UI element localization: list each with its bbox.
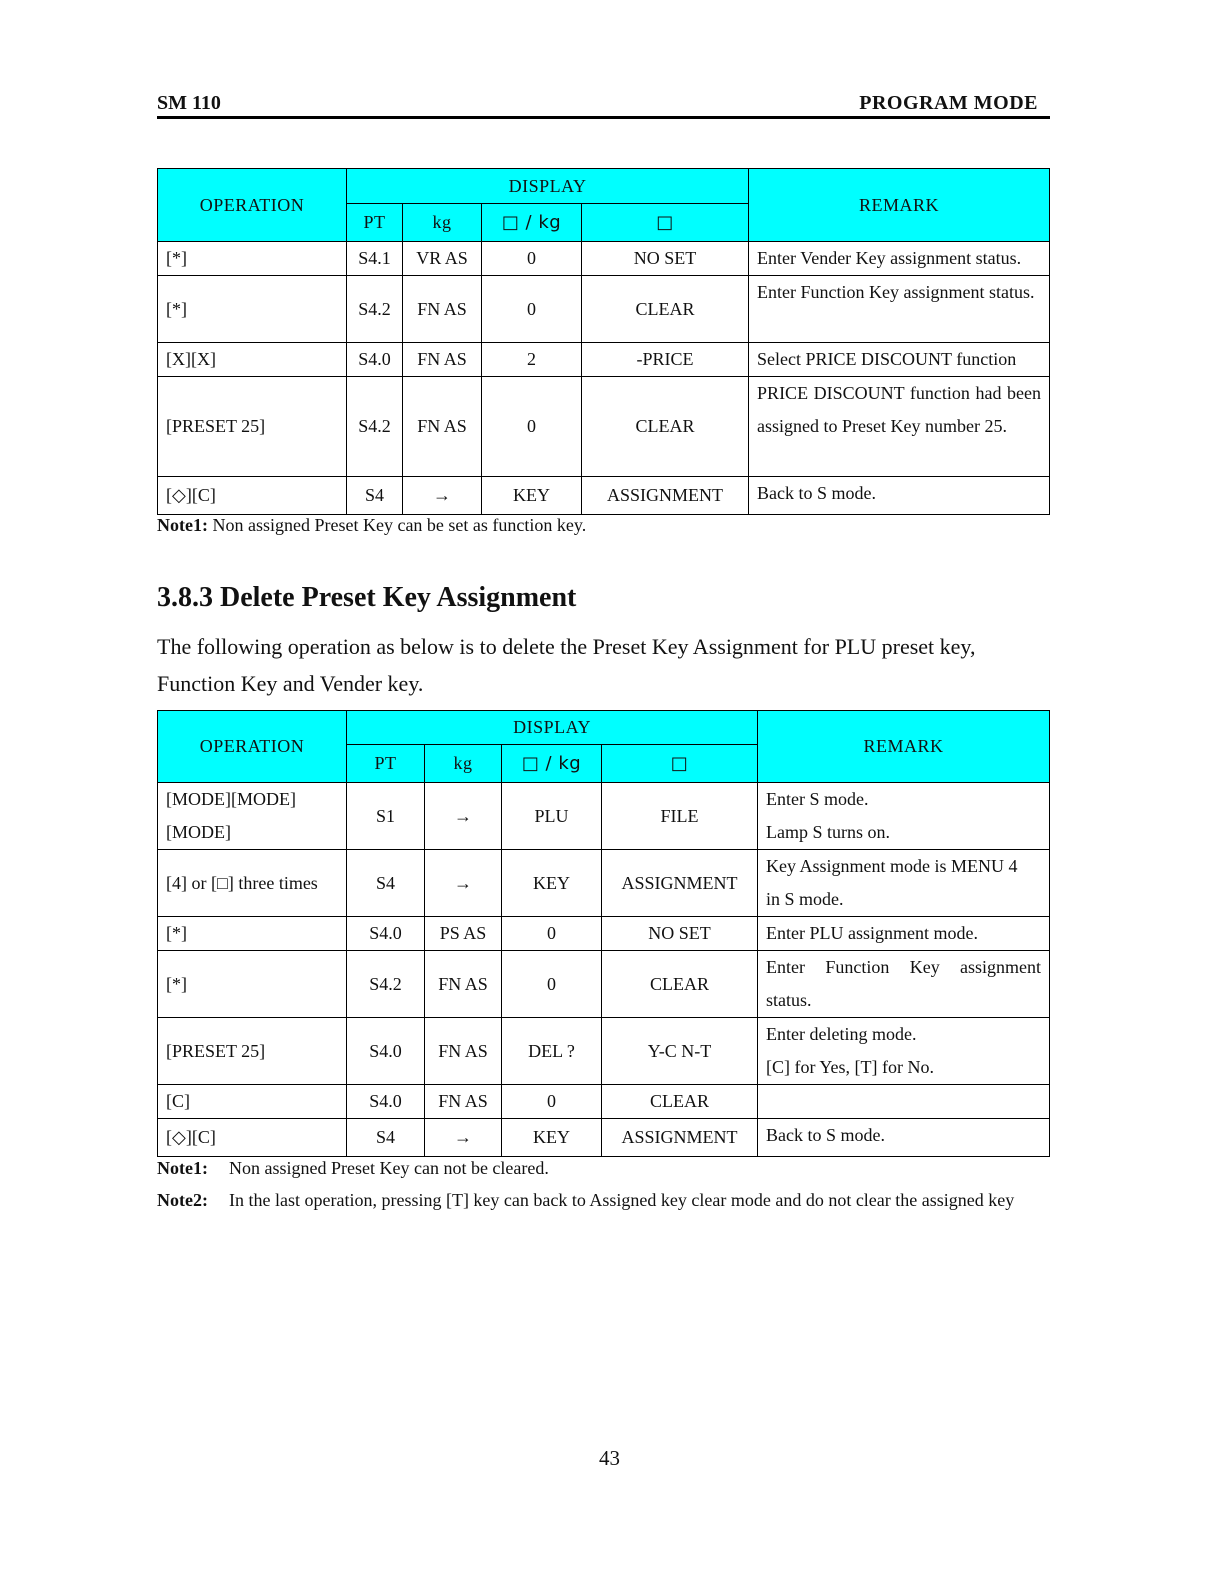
header-kg: kg xyxy=(403,204,482,242)
table-row xyxy=(158,1085,1050,1119)
cell-kg: → xyxy=(425,783,502,850)
section-paragraph: The following operation as below is to delete the Preset Key Assignment for PLU preset key, Function Key and Vender key. xyxy=(157,634,976,696)
cell-kg: FN AS xyxy=(425,1085,502,1119)
cell-operation: [4] or [□] three times xyxy=(158,850,347,917)
header-per-kg: □ / kg xyxy=(502,745,602,783)
note-label: Note2: xyxy=(157,1190,208,1210)
cell-remark xyxy=(758,951,1050,1018)
assignment-table xyxy=(157,168,1050,515)
cell-kg: FN AS xyxy=(403,276,482,343)
cell-pt: S4.0 xyxy=(347,343,403,377)
table-row xyxy=(158,850,1050,917)
header-display: DISPLAY xyxy=(347,711,758,745)
cell-kg: FN AS xyxy=(425,951,502,1018)
cell-per-kg: PLU xyxy=(502,783,602,850)
cell-operation: [MODE][MODE] [MODE] xyxy=(158,783,347,850)
cell-pt: S4.2 xyxy=(347,951,425,1018)
table2-note-1 xyxy=(157,1158,549,1179)
remark-line: Enter PLU assignment mode. xyxy=(766,923,979,943)
header-operation: OPERATION xyxy=(158,711,347,783)
cell-remark: PRICE DISCOUNT function had been assigned to Preset Key number 25. xyxy=(749,377,1050,477)
cell-operation: [*] xyxy=(158,917,347,951)
remark-line: Key Assignment mode is MENU 4 xyxy=(766,856,1018,876)
cell-pt: S4.0 xyxy=(347,1085,425,1119)
cell-price: CLEAR xyxy=(582,377,749,477)
remark-line: Lamp S turns on. xyxy=(766,822,891,842)
cell-pt: S4 xyxy=(347,1119,425,1157)
table-header-row xyxy=(158,169,1050,204)
remark-line: [C] for Yes, [T] for No. xyxy=(766,1057,935,1077)
cell-price: ASSIGNMENT xyxy=(582,477,749,515)
cell-pt: S4 xyxy=(347,477,403,515)
cell-kg: → xyxy=(425,1119,502,1157)
cell-per-kg: KEY xyxy=(502,850,602,917)
remark-line: in S mode. xyxy=(766,889,844,909)
table-row xyxy=(158,951,1050,1018)
page-header xyxy=(157,90,1050,119)
cell-kg: FN AS xyxy=(403,343,482,377)
header-price: □ xyxy=(602,745,758,783)
table1-note xyxy=(157,515,586,536)
header-pt: PT xyxy=(347,204,403,242)
section-title: PROGRAM MODE xyxy=(859,92,1038,114)
cell-operation: [◇][C] xyxy=(158,1119,347,1157)
header-price: □ xyxy=(582,204,749,242)
cell-price: CLEAR xyxy=(582,276,749,343)
cell-operation: [PRESET 25] xyxy=(158,377,347,477)
cell-remark xyxy=(758,1018,1050,1085)
remark-line: Enter S mode. xyxy=(766,789,869,809)
cell-operation: [*] xyxy=(158,242,347,276)
cell-per-kg: 0 xyxy=(482,242,582,276)
note-text: In the last operation, pressing [T] key can back to Assigned key clear mode and do not clear the assigned key xyxy=(229,1190,1015,1210)
cell-price: NO SET xyxy=(582,242,749,276)
cell-per-kg: 2 xyxy=(482,343,582,377)
table-row xyxy=(158,242,1050,276)
cell-remark xyxy=(758,783,1050,850)
table-row xyxy=(158,917,1050,951)
cell-per-kg: KEY xyxy=(482,477,582,515)
cell-operation: [*] xyxy=(158,951,347,1018)
cell-remark xyxy=(758,850,1050,917)
cell-pt: S4.0 xyxy=(347,917,425,951)
note-label: Note1: xyxy=(157,1158,208,1178)
cell-kg: VR AS xyxy=(403,242,482,276)
cell-price: CLEAR xyxy=(602,951,758,1018)
table-row xyxy=(158,377,1050,477)
table-row xyxy=(158,1119,1050,1157)
cell-per-kg: 0 xyxy=(482,276,582,343)
section-heading: 3.8.3 Delete Preset Key Assignment xyxy=(157,582,577,613)
page-number: 43 xyxy=(599,1446,620,1470)
cell-pt: S4.2 xyxy=(347,377,403,477)
header-display: DISPLAY xyxy=(347,169,749,204)
table-row xyxy=(158,783,1050,850)
cell-price: -PRICE xyxy=(582,343,749,377)
table-row xyxy=(158,276,1050,343)
note-text: Non assigned Preset Key can not be cleared. xyxy=(229,1158,549,1178)
note-text: Non assigned Preset Key can be set as function key. xyxy=(207,515,587,535)
note-label: Note1: xyxy=(157,515,208,535)
remark-line: Enter deleting mode. xyxy=(766,1024,917,1044)
table-row xyxy=(158,1018,1050,1085)
header-operation: OPERATION xyxy=(158,169,347,242)
cell-per-kg: 0 xyxy=(502,951,602,1018)
cell-per-kg: 0 xyxy=(502,1085,602,1119)
header-remark: REMARK xyxy=(758,711,1050,783)
header-per-kg: □ / kg xyxy=(482,204,582,242)
cell-remark: Enter Vender Key assignment status. xyxy=(749,242,1050,276)
table-header-row xyxy=(158,711,1050,745)
table-row xyxy=(158,477,1050,515)
remark-line: status. xyxy=(766,990,812,1010)
header-pt: PT xyxy=(347,745,425,783)
cell-price: ASSIGNMENT xyxy=(602,1119,758,1157)
cell-price: Y-C N-T xyxy=(602,1018,758,1085)
delete-assignment-table xyxy=(157,710,1050,1157)
cell-operation: [X][X] xyxy=(158,343,347,377)
cell-operation: [*] xyxy=(158,276,347,343)
cell-price: CLEAR xyxy=(602,1085,758,1119)
cell-price: FILE xyxy=(602,783,758,850)
cell-pt: S4.1 xyxy=(347,242,403,276)
cell-kg: FN AS xyxy=(403,377,482,477)
cell-remark xyxy=(758,1085,1050,1119)
cell-operation: [PRESET 25] xyxy=(158,1018,347,1085)
cell-remark xyxy=(758,917,1050,951)
cell-per-kg: DEL ? xyxy=(502,1018,602,1085)
header-kg: kg xyxy=(425,745,502,783)
cell-operation: [C] xyxy=(158,1085,347,1119)
cell-kg: PS AS xyxy=(425,917,502,951)
cell-operation: [◇][C] xyxy=(158,477,347,515)
cell-remark: Enter Function Key assignment status. xyxy=(749,276,1050,343)
cell-pt: S1 xyxy=(347,783,425,850)
cell-price: ASSIGNMENT xyxy=(602,850,758,917)
cell-per-kg: 0 xyxy=(502,917,602,951)
cell-pt: S4.0 xyxy=(347,1018,425,1085)
cell-kg: FN AS xyxy=(425,1018,502,1085)
cell-pt: S4.2 xyxy=(347,276,403,343)
cell-kg: → xyxy=(425,850,502,917)
cell-pt: S4 xyxy=(347,850,425,917)
cell-remark: Back to S mode. xyxy=(749,477,1050,515)
remark-line: Enter Function Key assignment xyxy=(766,957,1042,977)
header-remark: REMARK xyxy=(749,169,1050,242)
table2-note-2 xyxy=(157,1190,1014,1211)
cell-kg: → xyxy=(403,477,482,515)
cell-price: NO SET xyxy=(602,917,758,951)
table-row xyxy=(158,343,1050,377)
cell-remark: Select PRICE DISCOUNT function xyxy=(749,343,1050,377)
cell-per-kg: 0 xyxy=(482,377,582,477)
cell-per-kg: KEY xyxy=(502,1119,602,1157)
cell-remark: Back to S mode. xyxy=(758,1119,1050,1157)
document-title: SM 110 xyxy=(157,92,221,114)
